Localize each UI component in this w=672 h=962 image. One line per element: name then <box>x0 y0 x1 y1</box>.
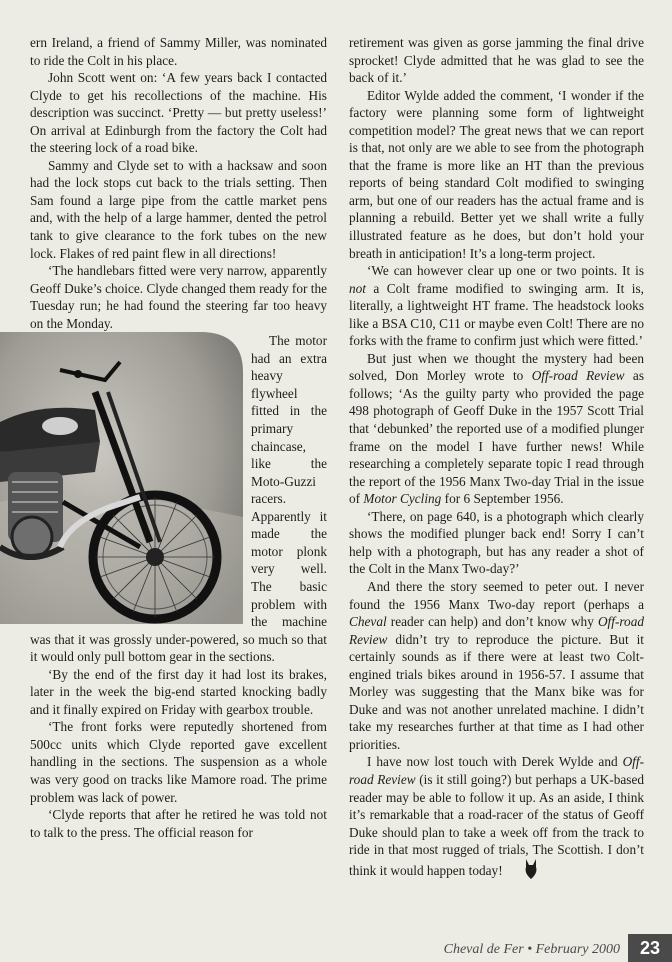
end-mark-icon <box>506 859 538 884</box>
paragraph: ‘There, on page 640, is a photograph which clearly shows the modified plunger back end! Sorry I can’t help with a photograph, but has any reader a shot of the Colt in the Manx Two-day?’ <box>349 508 644 577</box>
paragraph <box>349 578 644 753</box>
paragraph: ern Ireland, a friend of Sammy Miller, was nominated to ride the Colt in his place. <box>30 35 327 68</box>
page-footer <box>372 932 672 962</box>
paragraph-text-before-photo: ‘The handlebars fitted were very narrow, apparently Geoff Duke’s choice. Clyde changed them ready for the Tuesday run; he had found the steering far too heavy on the Monday. <box>30 263 327 331</box>
text-run: reader can help) and don’t know why <box>386 614 598 630</box>
running-footer: Cheval de Fer • February 2000 <box>443 942 620 957</box>
publication-title: Off-road Review <box>531 368 625 384</box>
paragraph: The motor had an extra heavy flywheel fitted in the primary chaincase, like the Moto-Guzzi racers. Apparently it made the motor plonk very well. The basic problem with the machine was that it was grossly under-powered, so much so that it would only pull bottom gear in the sections. <box>30 333 327 665</box>
paragraph: ‘Clyde reports that after he retired he was told not to talk to the press. The official reason for <box>30 807 327 840</box>
paragraph <box>349 262 644 350</box>
motorcycle-photo <box>0 332 243 624</box>
text-run: I have now lost touch with Derek Wylde and <box>367 754 623 770</box>
paragraph: John Scott went on: ‘A few years back I contacted Clyde to get his recollections of the machine. His description was succinct. ‘Pretty — but pretty useless!’ On arrival at Edinburgh from the factory the Colt had the steering lock of a road bike. <box>30 70 327 156</box>
emphasis: not <box>349 280 366 296</box>
right-column <box>349 34 644 883</box>
text-run: for 6 September 1956. <box>441 491 564 507</box>
motorcycle-photo-image <box>0 332 243 624</box>
text-run: And there the story seemed to peter out. I never found the 1956 Manx Two-day report (perhaps a <box>349 578 644 612</box>
text-run: (is it still going?) but perhaps a UK-based reader may be able to follow it up. As an aside, I think it’s remarkable that a road-racer of the status of Geoff Duke should plan to take a week off from the track to ride in that most rugged of trials, The Scottish. I don’t think it would happen today! <box>349 771 644 878</box>
paragraph: retirement was given as gorse jamming the final drive sprocket! Clyde admitted that he was glad to see the back of it.’ <box>349 35 644 86</box>
text-run: didn’t try to reproduce the picture. But it certainly sounds as if there were at least two Colt-engined trials bikes around in 1956-57. I assume that Morley was suggesting that the Manx bike was for Duke and was not another unrelated machine. I didn’t take my researches further at that time as I had other priorities. <box>349 631 644 752</box>
paragraph: Editor Wylde added the comment, ‘I wonder if the factory were planning some form of lightweight competition model? The great news that we can report is that, not only are we able to see from the photograph that the frame is more like an HT than the previous reports of being standard Colt modified to swinging arm, but one of our readers has the actual frame and is planning a rebuild. Better yet we shall write a fully illustrated feature as he does, but don’t hold your breath in anticipation! It’s a long-term project. <box>349 87 644 261</box>
publication-title: Motor Cycling <box>363 491 442 507</box>
paragraph: ‘By the end of the first day it had lost its brakes, later in the week the big-end started knocking badly and it finally expired on Friday with gearbox trouble. <box>30 666 327 717</box>
publication-title: Cheval <box>349 614 387 630</box>
left-column <box>30 34 327 841</box>
paragraph: Sammy and Clyde set to with a hacksaw and soon had the lock stops cut back to the trials setting. Then Sam found a large pipe from the cattle market pens and, with the help of a large hammer, dented the petrol tank to give clearance to the fork tubes on the new lock. Flakes of red paint flew in all directions! <box>30 157 327 261</box>
paragraph <box>349 350 644 508</box>
paragraph <box>349 753 644 883</box>
page-number: 23 <box>628 934 672 962</box>
publication-title: Off-road Review <box>349 614 644 647</box>
paragraph <box>30 262 327 332</box>
text-run: a Colt frame modified to swinging arm. It is, literally, a lightweight HT frame. The headstock looks like a BSA C10, C11 or maybe even Colt! There are no forks with the frame to confirm just which were fitted.’ <box>349 280 644 349</box>
paragraph: ‘The front forks were reputedly shortened from 500cc units which Clyde reported gave excellent handling in the sections. The suspension as a whole was very good on tracks like Mamore road. The prime problem was lack of power. <box>30 719 327 805</box>
publication-title: Off-road Review <box>349 754 644 787</box>
text-run: as follows; ‘As the guilty party who provided the page 498 photograph of Geoff Duke in the 1957 Scott Trial that ‘debunked’ the reported use of a modified plunger frame on the model I have further news! While researching a completely separate topic I read through the report of the 1956 Manx Two-day Trial in the issue of <box>349 368 645 507</box>
text-run: But just when we thought the mystery had been solved, Don Morley wrote to <box>349 350 644 384</box>
text-run: ‘We can however clear up one or two points. It is <box>367 263 644 279</box>
